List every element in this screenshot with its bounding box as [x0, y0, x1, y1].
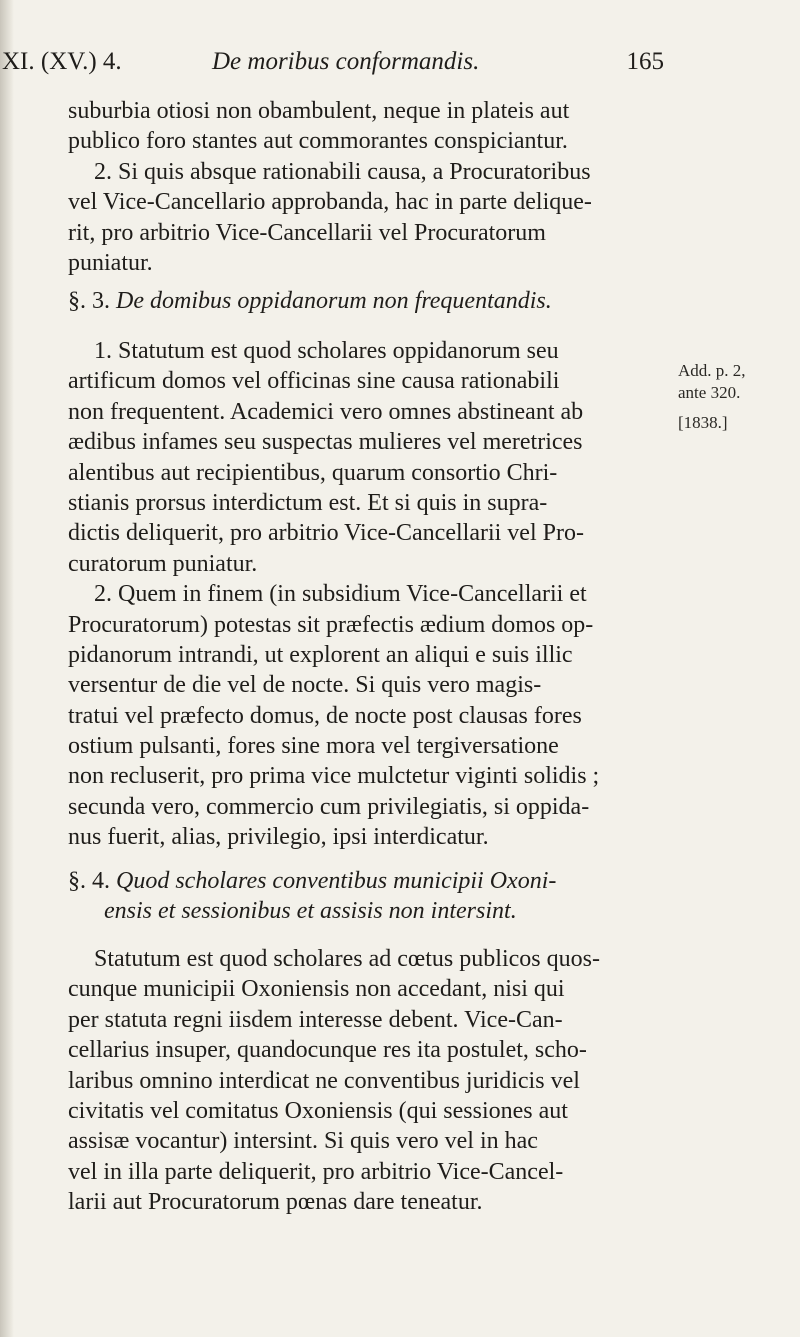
text-line: nus fuerit, alias, privilegio, ipsi interdicatur. — [68, 824, 489, 851]
section-3-heading — [68, 286, 668, 316]
text-line: ædibus infames seu suspectas mulieres vel meretrices — [68, 429, 583, 456]
text-line: assisæ vocantur) intersint. Si quis vero vel in hac — [68, 1128, 538, 1155]
text-line: 2. Quem in finem (in subsidium Vice-Cancellarii et — [94, 581, 587, 608]
text-line: puniatur. — [68, 249, 153, 276]
running-header — [0, 48, 664, 80]
text-line: publico foro stantes aut commorantes conspiciantur. — [68, 128, 568, 155]
text-line: Procuratorum) potestas sit præfectis ædium domos op- — [68, 611, 594, 638]
text-line: cellarius insuper, quandocunque res ita postulet, scho- — [68, 1037, 587, 1064]
text-line: suburbia otiosi non obambulent, neque in plateis aut — [68, 98, 570, 124]
text-line: secunda vero, commercio cum privilegiatis, si oppida- — [68, 793, 590, 820]
paragraph-block-1 — [68, 96, 668, 278]
section-heading — [68, 286, 668, 316]
text-line: vel in illa parte deliquerit, pro arbitrio Vice-Cancel- — [68, 1158, 564, 1185]
text-line: civitatis vel comitatus Oxoniensis (qui sessiones aut — [68, 1097, 568, 1124]
section-heading — [68, 866, 668, 896]
section-title: Quod scholares conventibus municipii Oxoni- — [116, 868, 557, 894]
paragraph-block-2 — [68, 336, 668, 853]
text-line: non recluserit, pro prima vice mulctetur viginti solidis ; — [68, 763, 600, 790]
section-heading-continued: ensis et sessionibus et assisis non intersint. — [104, 898, 517, 925]
text-line: laribus omnino interdicat ne conventibus juridicis vel — [68, 1067, 580, 1094]
section-mark: §. 3. — [68, 288, 110, 314]
text-line: dictis deliquerit, pro arbitrio Vice-Cancellarii vel Pro- — [68, 520, 584, 547]
text-line: artificum domos vel officinas sine causa rationabili — [68, 368, 560, 395]
text-line: ostium pulsanti, fores sine mora vel tergiversatione — [68, 733, 559, 760]
text-line: cunque municipii Oxoniensis non accedant, nisi qui — [68, 976, 565, 1003]
text-line: stianis prorsus interdictum est. Et si quis in supra- — [68, 489, 548, 516]
text-line: rit, pro arbitrio Vice-Cancellarii vel Procuratorum — [68, 219, 546, 246]
text-line: curatorum puniatur. — [68, 550, 258, 577]
margin-note-line: ante 320. — [678, 383, 741, 402]
text-line: versentur de die vel de nocte. Si quis vero magis- — [68, 672, 542, 699]
text-line: alentibus aut recipientibus, quarum consortio Chri- — [68, 459, 558, 486]
paragraph-block-3 — [68, 944, 668, 1218]
section-4-heading — [68, 866, 668, 927]
margin-note — [678, 360, 798, 434]
text-line: tratui vel præfecto domus, de nocte post clausas fores — [68, 702, 582, 729]
text-line: 1. Statutum est quod scholares oppidanorum seu — [94, 338, 559, 364]
section-title: De domibus oppidanorum non frequentandis. — [116, 288, 552, 314]
text-line: non frequentent. Academici vero omnes abstineant ab — [68, 398, 584, 425]
text-line: 2. Si quis absque rationabili causa, a Procuratoribus — [94, 158, 591, 185]
page-spine-shadow — [0, 0, 14, 1337]
text-line: per statuta regni iisdem interesse debent. Vice-Can- — [68, 1006, 563, 1033]
margin-note-line: [1838.] — [678, 413, 728, 432]
text-line: larii aut Procuratorum pœnas dare teneatur. — [68, 1189, 483, 1216]
chapter-reference: XI. (XV.) 4. — [2, 48, 122, 75]
page-number: 165 — [626, 48, 664, 75]
running-title: De moribus conformandis. — [212, 48, 480, 75]
text-line: Statutum est quod scholares ad cœtus publicos quos- — [94, 946, 600, 972]
text-line: pidanorum intrandi, ut explorent an aliqui e suis illic — [68, 641, 573, 668]
section-mark: §. 4. — [68, 868, 110, 894]
text-line: vel Vice-Cancellario approbanda, hac in parte delique- — [68, 189, 592, 216]
margin-note-line: Add. p. 2, — [678, 361, 746, 380]
